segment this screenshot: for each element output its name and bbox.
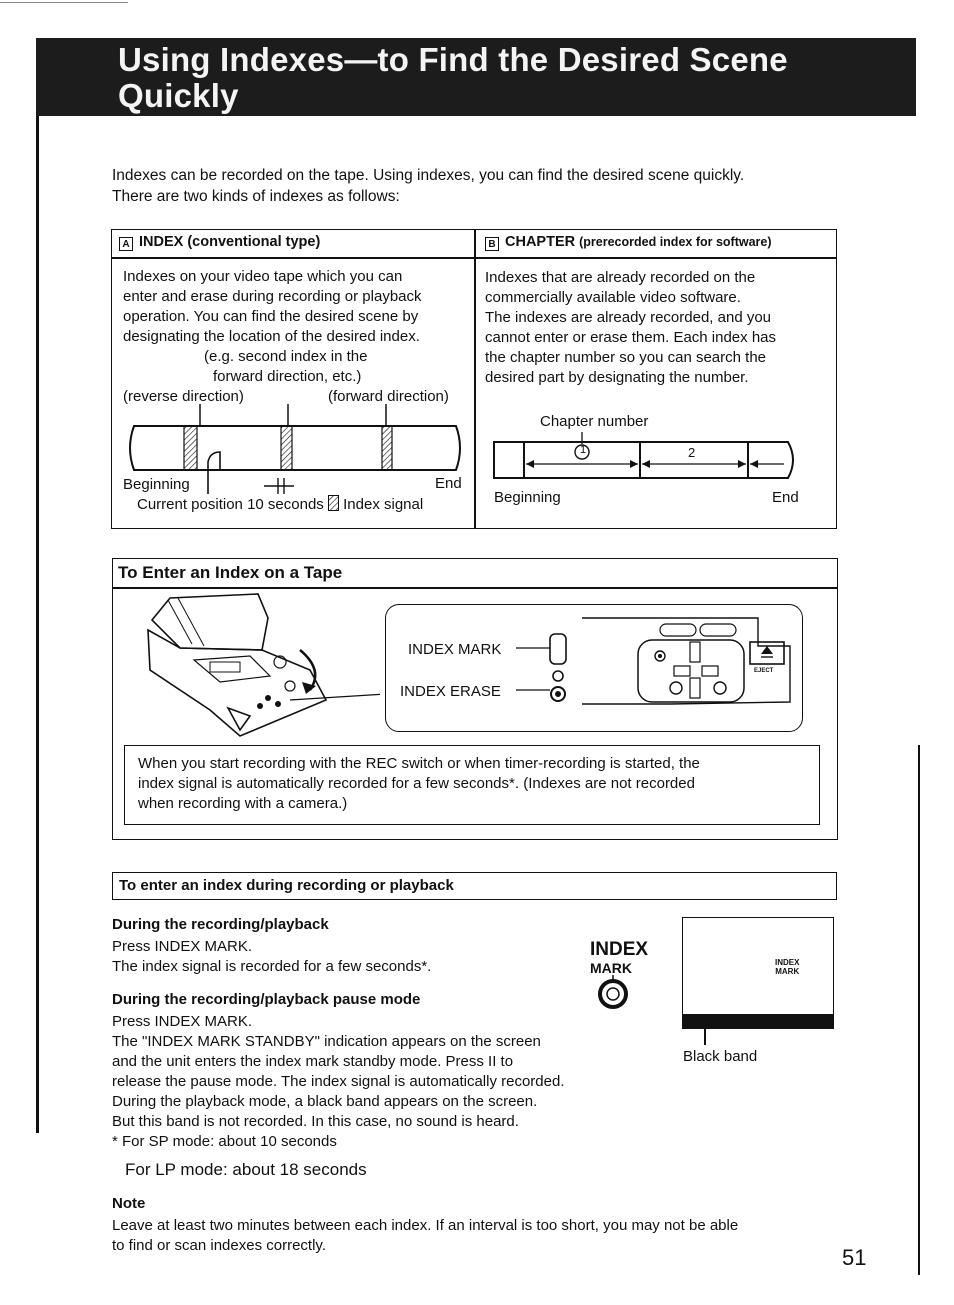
screen-label-line1: INDEX: [775, 958, 800, 967]
sub2-line: Press INDEX MARK.: [112, 1013, 253, 1030]
sub2-line: release the pause mode. The index signal is automatically recorded.: [112, 1073, 565, 1090]
reverse-direction-label: (reverse direction): [123, 388, 244, 405]
auto-index-note-line: When you start recording with the REC switch or when timer-recording is started, the: [138, 755, 700, 772]
intro-line2: There are two kinds of indexes as follows:: [112, 188, 400, 205]
eject-label: EJECT: [754, 668, 774, 674]
current-position-label: Current position: [137, 496, 243, 513]
col-b-end-label: End: [772, 489, 799, 506]
enter-index-heading: To Enter an Index on a Tape: [118, 563, 343, 582]
col-b-line: Indexes that are already recorded on the: [485, 269, 756, 286]
index-mark-callout-label: INDEX MARK: [408, 641, 502, 658]
note-body: [112, 1216, 872, 1256]
video-deck-illustration: [140, 590, 380, 740]
page-number: 51: [842, 1245, 867, 1270]
chapter-number-label: Chapter number: [540, 413, 649, 430]
control-panel-diagram: [510, 612, 800, 722]
chapter-tape-diagram: [490, 430, 800, 488]
col-b-beginning-label: Beginning: [494, 489, 561, 506]
right-margin-rule: [918, 745, 920, 1275]
page-title-bar: [36, 38, 916, 116]
enter-index-heading-rule: [112, 587, 838, 589]
sub1-heading: During the recording/playback: [112, 916, 329, 933]
col-a-line: operation. You can find the desired scene by: [123, 308, 419, 325]
button-label-line1: INDEX: [590, 939, 649, 960]
black-band: [683, 1014, 833, 1028]
left-margin-rule: [36, 38, 39, 1133]
index-mark-button-label: [590, 940, 648, 978]
sub1-body: [112, 937, 582, 977]
index-mark-button-icon: [593, 975, 633, 1009]
col-b-line: the chapter number so you can search the: [485, 349, 767, 366]
col-a-beginning-label: Beginning: [123, 476, 190, 493]
sub1-line: The index signal is recorded for a few seconds*.: [112, 958, 432, 975]
sub2-line: But this band is not recorded. In this case, no sound is heard.: [112, 1113, 519, 1130]
col-a-example-2: forward direction, etc.): [213, 368, 362, 385]
col-a-heading-text: INDEX (conventional type): [139, 234, 321, 250]
col-b-line: The indexes are already recorded, and you: [485, 309, 772, 326]
col-b-line: cannot enter or erase them. Each index has: [485, 329, 777, 346]
black-band-leader: [704, 1029, 706, 1045]
box-letter-a: A: [119, 237, 133, 251]
col-b-line: desired part by designating the number.: [485, 369, 749, 386]
footnote-line2: For LP mode: about 18 seconds: [125, 1160, 367, 1179]
table-divider: [474, 229, 476, 529]
footnote-line1: * For SP mode: about 10 seconds: [112, 1133, 337, 1150]
col-a-heading: [119, 234, 320, 251]
sub2-line: and the unit enters the index mark standby mode. Press II to: [112, 1053, 514, 1070]
col-b-body: [485, 268, 830, 388]
table-header-rule: [111, 257, 837, 259]
sub2-line: The "INDEX MARK STANDBY" indication appears on the screen: [112, 1033, 541, 1050]
intro: [112, 165, 892, 207]
intro-line1: Indexes can be recorded on the tape. Using indexes, you can find the desired scene quickly.: [112, 167, 745, 184]
sub2-line: During the playback mode, a black band appears on the screen.: [112, 1093, 538, 1110]
col-a-body: [123, 267, 473, 347]
during-recording-heading: To enter an index during recording or playback: [119, 877, 454, 894]
note-heading: Note: [112, 1195, 146, 1212]
chapter-1-label: 1: [579, 444, 587, 456]
col-a-end-label: End: [435, 475, 462, 492]
screen-index-mark-label: [775, 958, 799, 976]
button-label-line2: MARK: [590, 960, 632, 976]
forward-direction-label: (forward direction): [328, 388, 449, 405]
top-rule: [0, 2, 128, 3]
index-erase-callout-label: INDEX ERASE: [400, 683, 501, 700]
auto-index-note-line: when recording with a camera.): [138, 795, 348, 812]
col-a-legend: [137, 495, 423, 515]
black-band-label: Black band: [683, 1048, 758, 1065]
col-b-line: commercially available video software.: [485, 289, 741, 306]
ten-seconds-label: 10 seconds: [247, 496, 324, 513]
sub2-body: [112, 1012, 672, 1152]
note-line2: to find or scan indexes correctly.: [112, 1237, 326, 1254]
col-a-line: enter and erase during recording or playback: [123, 288, 422, 305]
note-line1: Leave at least two minutes between each index. If an interval is too short, you may not be able: [112, 1217, 739, 1234]
screen-label-line2: MARK: [775, 967, 800, 976]
col-a-line: designating the location of the desired index.: [123, 328, 420, 345]
col-a-example-1: (e.g. second index in the: [204, 348, 368, 365]
col-b-heading-suffix: (prerecorded index for software): [579, 235, 772, 249]
col-b-heading-text: CHAPTER: [505, 234, 576, 250]
box-letter-b: B: [485, 237, 499, 251]
chapter-2-label: 2: [688, 445, 696, 460]
auto-index-note-line: index signal is automatically recorded for a few seconds*. (Indexes are not recorded: [138, 775, 695, 792]
screen-illustration: [682, 917, 834, 1029]
index-signal-swatch-icon: [328, 495, 339, 511]
page-title-line2: Quickly: [118, 77, 239, 114]
col-a-line: Indexes on your video tape which you can: [123, 268, 403, 285]
sub2-heading: During the recording/playback pause mode: [112, 991, 421, 1008]
index-signal-label: Index signal: [343, 496, 424, 513]
page-title: [118, 42, 878, 114]
auto-index-note-text: [138, 754, 818, 814]
page-title-line1: Using Indexes—to Find the Desired Scene: [118, 41, 788, 78]
col-b-heading: [485, 234, 772, 251]
sub1-line: Press INDEX MARK.: [112, 938, 253, 955]
